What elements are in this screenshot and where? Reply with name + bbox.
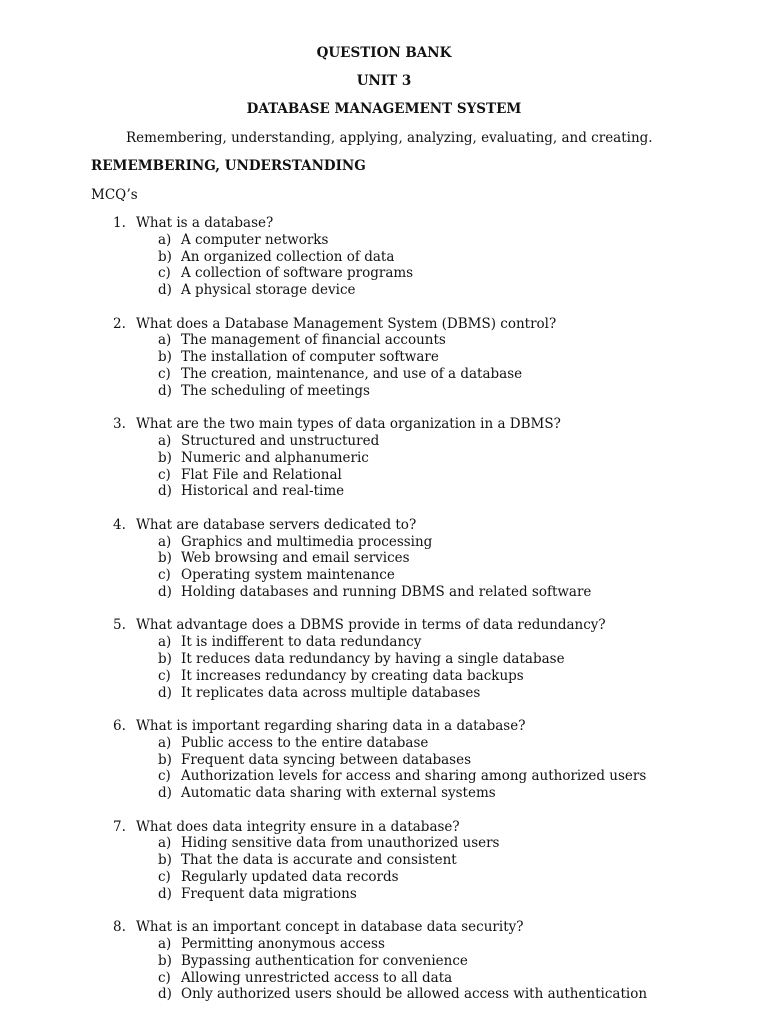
option-letter: a) xyxy=(158,332,172,349)
option-letter: b) xyxy=(158,852,172,869)
option-text: Numeric and alphanumeric xyxy=(181,449,369,466)
question-text: What is an important concept in database data security? xyxy=(136,919,524,936)
unit-heading: UNIT 3 xyxy=(356,73,412,89)
option-letter: a) xyxy=(158,835,172,852)
document-title: QUESTION BANK xyxy=(316,45,452,61)
option-text: Historical and real-time xyxy=(181,483,345,500)
question-number: 2. xyxy=(113,315,126,332)
option-letter: d) xyxy=(158,986,172,1003)
question-text: What is important regarding sharing data in a database? xyxy=(136,718,526,734)
option-text: Frequent data migrations xyxy=(181,885,357,902)
question-text: What is a database? xyxy=(136,215,274,231)
option-letter: a) xyxy=(158,936,172,952)
option-text: Holding databases and running DBMS and related software xyxy=(181,584,592,600)
option-text: It reduces data redundancy by having a single database xyxy=(181,651,565,667)
option-text: Frequent data syncing between databases xyxy=(181,751,472,768)
option-letter: d) xyxy=(158,382,172,399)
option-letter: a) xyxy=(158,634,172,651)
option-text: Automatic data sharing with external systems xyxy=(181,785,496,802)
option-letter: a) xyxy=(158,433,172,449)
question-number: 1. xyxy=(113,215,126,231)
option-text: Graphics and multimedia processing xyxy=(181,533,433,550)
subsection-label: MCQ’s xyxy=(91,187,138,203)
question-text: What does a Database Management System (DBMS) control? xyxy=(136,315,557,332)
option-letter: d) xyxy=(158,584,172,600)
option-text: A computer networks xyxy=(181,231,329,248)
question-number: 7. xyxy=(113,818,126,835)
option-text: Allowing unrestricted access to all data xyxy=(181,969,453,986)
option-letter: d) xyxy=(158,483,172,500)
section-heading: REMEMBERING, UNDERSTANDING xyxy=(91,158,366,174)
option-text: Only authorized users should be allowed access with authentication xyxy=(181,986,648,1003)
option-text: A collection of software programs xyxy=(181,265,414,282)
option-text: It is indifferent to data redundancy xyxy=(181,634,422,651)
option-text: Bypassing authentication for convenience xyxy=(181,952,468,969)
option-letter: b) xyxy=(158,449,172,466)
option-letter: c) xyxy=(158,466,171,483)
option-letter: c) xyxy=(158,265,171,282)
option-letter: c) xyxy=(158,366,171,382)
option-text: Authorization levels for access and sharing among authorized users xyxy=(181,768,647,785)
question-number: 8. xyxy=(113,919,126,936)
option-letter: c) xyxy=(158,969,171,986)
option-text: Public access to the entire database xyxy=(181,734,429,751)
option-letter: b) xyxy=(158,349,172,366)
option-text: The management of financial accounts xyxy=(181,332,446,349)
question-number: 3. xyxy=(113,416,126,433)
question-text: What advantage does a DBMS provide in terms of data redundancy? xyxy=(136,617,606,634)
option-letter: d) xyxy=(158,785,172,802)
option-text: Regularly updated data records xyxy=(181,869,399,885)
option-letter: d) xyxy=(158,282,172,299)
question-number: 6. xyxy=(113,718,126,734)
option-text: An organized collection of data xyxy=(181,248,395,265)
option-text: That the data is accurate and consistent xyxy=(181,852,457,869)
question-text: What does data integrity ensure in a database? xyxy=(136,818,460,835)
option-text: The scheduling of meetings xyxy=(181,382,370,399)
question-number: 5. xyxy=(113,617,126,634)
option-text: Permitting anonymous access xyxy=(181,936,385,952)
subject-heading: DATABASE MANAGEMENT SYSTEM xyxy=(246,101,522,117)
option-text: Operating system maintenance xyxy=(181,567,395,584)
option-text: The installation of computer software xyxy=(181,349,439,366)
option-letter: b) xyxy=(158,952,172,969)
option-text: The creation, maintenance, and use of a database xyxy=(181,366,523,382)
option-text: Flat File and Relational xyxy=(181,466,342,483)
option-text: Hiding sensitive data from unauthorized users xyxy=(181,835,500,852)
option-text: A physical storage device xyxy=(181,282,356,299)
option-letter: b) xyxy=(158,248,172,265)
option-text: It replicates data across multiple databases xyxy=(181,684,481,701)
question-text: What are the two main types of data organization in a DBMS? xyxy=(136,416,561,433)
option-letter: b) xyxy=(158,651,172,667)
question-text: What are database servers dedicated to? xyxy=(136,516,417,533)
option-letter: d) xyxy=(158,885,172,902)
option-letter: a) xyxy=(158,231,172,248)
option-text: Web browsing and email services xyxy=(181,550,410,567)
option-letter: c) xyxy=(158,768,171,785)
intro-text: Remembering, understanding, applying, analyzing, evaluating, and creating. xyxy=(126,130,653,146)
question-number: 4. xyxy=(113,516,126,533)
option-text: It increases redundancy by creating data backups xyxy=(181,667,524,684)
option-letter: b) xyxy=(158,550,172,567)
option-letter: a) xyxy=(158,734,172,751)
option-letter: d) xyxy=(158,684,172,701)
option-letter: c) xyxy=(158,869,171,885)
option-letter: b) xyxy=(158,751,172,768)
option-letter: c) xyxy=(158,567,171,584)
option-text: Structured and unstructured xyxy=(181,433,380,449)
option-letter: c) xyxy=(158,667,171,684)
option-letter: a) xyxy=(158,533,172,550)
